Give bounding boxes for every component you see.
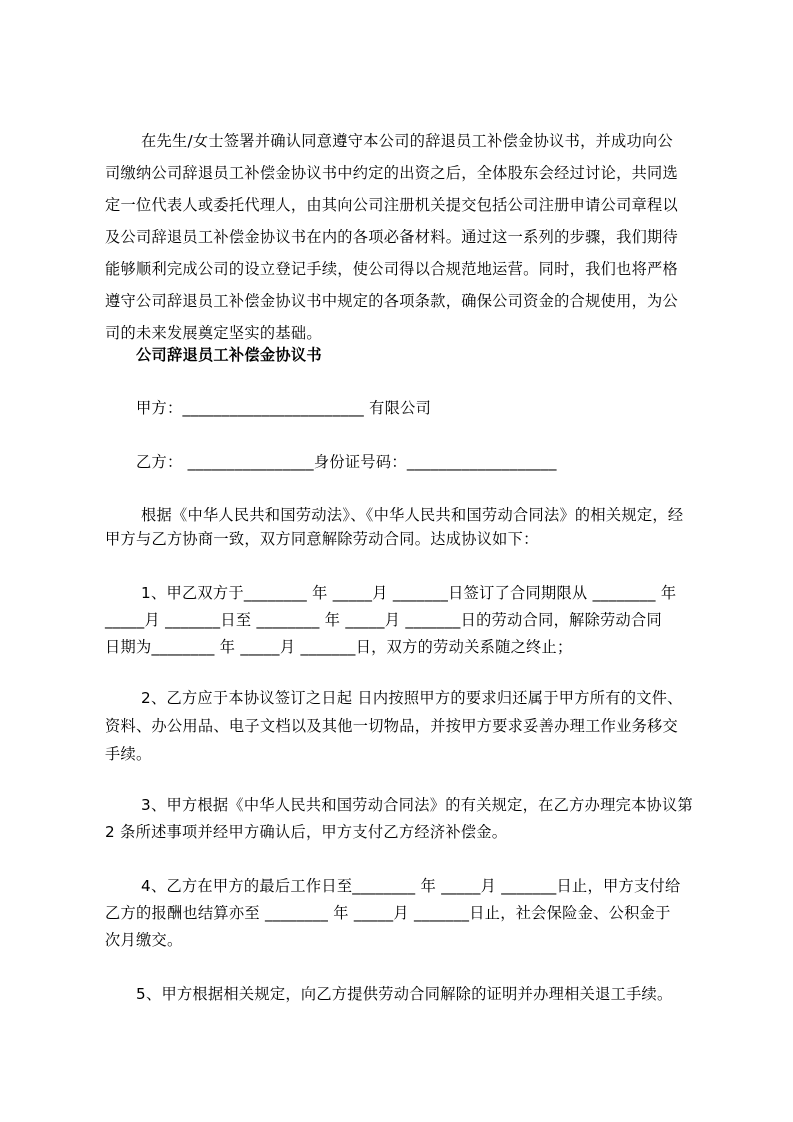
preamble-line: 根据《中华人民共和国劳动法》、《中华人民共和国劳动合同法》的相关规定，经 (141, 506, 684, 524)
clause-line: 4、乙方在甲方的最后工作日至________ 年 _____月 _______日止，甲方支付给 (141, 877, 681, 895)
clause-line: 资料、办公用品、电子文档以及其他一切物品，并按甲方要求妥善办理工作业务移交 (105, 717, 679, 735)
intro-line: 在先生/女士签署并确认同意遵守本公司的辞退员工补偿金协议书，并成功向公 (141, 132, 673, 150)
clause-line: 1、甲乙双方于________ 年 _____月 _______日签订了合同期限从 ________ 年 (141, 584, 677, 602)
intro-line: 能够顺利完成公司的设立登记手续，使公司得以合规范地运营。同时，我们也将严格 (105, 260, 679, 278)
clause-line: 乙方的报酬也结算亦至 ________ 年 _____月 _______日止，社会保险金、公积金于 (105, 904, 671, 922)
intro-line: 遵守公司辞退员工补偿金协议书中规定的各项条款，确保公司资金的合规使用，为公 (105, 292, 679, 310)
clause-line: 5、甲方根据相关规定，向乙方提供劳动合同解除的证明并办理相关退工手续。 (136, 985, 673, 1003)
preamble-line: 甲方与乙方协商一致，双方同意解除劳动合同。达成协议如下： (105, 530, 539, 548)
intro-line: 及公司辞退员工补偿金协议书在内的各项必备材料。通过这一系列的步骤，我们期待 (105, 228, 679, 246)
clause-line: _____月 _______日至 ________ 年 _____月 _______日的劳动合同，解除劳动合同 (105, 611, 663, 629)
party-a-line: 甲方：_______________________ 有限公司 (136, 399, 432, 417)
clause-line: 日期为________ 年 _____月 _______日，双方的劳动关系随之终止； (105, 638, 573, 656)
intro-line: 司的未来发展奠定坚实的基础。 (105, 324, 322, 342)
clause-line: 2 条所述事项并经甲方确认后，甲方支付乙方经济补偿金。 (105, 823, 508, 841)
clause-line: 3、甲方根据《中华人民共和国劳动合同法》的有关规定，在乙方办理完本协议第 (141, 796, 694, 814)
intro-line: 司缴纳公司辞退员工补偿金协议书中约定的出资之后，全体股东会经过讨论，共同选 (105, 164, 679, 182)
intro-line: 定一位代表人或委托代理人，由其向公司注册机关提交包括公司注册申请公司章程以 (105, 196, 679, 214)
document-title: 公司辞退员工补偿金协议书 (136, 346, 322, 364)
clause-line: 2、乙方应于本协议签订之日起 日内按照甲方的要求归还属于甲方所有的文件、 (141, 689, 683, 707)
clause-line: 手续。 (105, 745, 152, 763)
party-b-line: 乙方： ________________身份证号码：___________________ (136, 453, 557, 471)
clause-line: 次月缴交。 (105, 931, 183, 949)
